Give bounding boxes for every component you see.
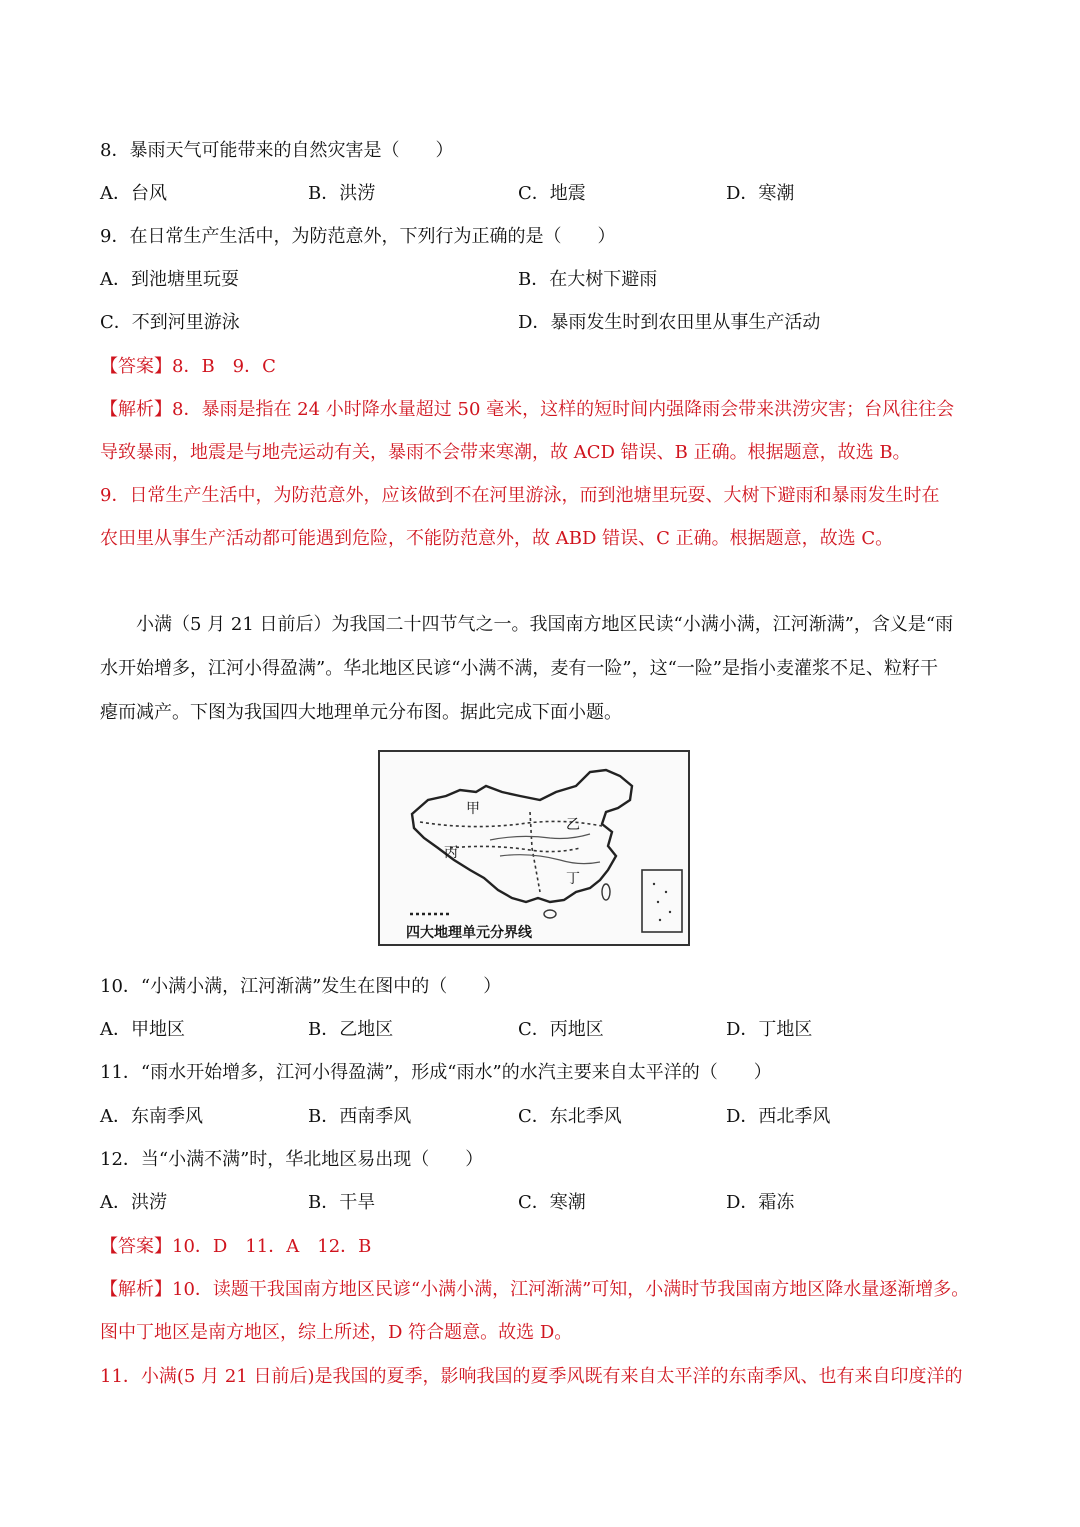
passage-line: 小满（5 月 21 日前后）为我国二十四节气之一。我国南方地区民读“小满小满，江河渐满”，含义是“雨 bbox=[136, 614, 954, 635]
q9-option-d: D．暴雨发生时到农田里从事生产活动 bbox=[518, 312, 821, 333]
map-label-yi: 乙 bbox=[566, 817, 580, 833]
q10-option-b: B．乙地区 bbox=[308, 1019, 394, 1040]
analysis-line: 11．小满(5 月 21 日前后)是我国的夏季，影响我国的夏季风既有来自太平洋的东南季风、也有来自印度洋的 bbox=[100, 1366, 963, 1387]
q10-option-c: C．丙地区 bbox=[518, 1019, 604, 1040]
q9-option-c: C．不到河里游泳 bbox=[100, 312, 240, 333]
q9-option-a: A．到池塘里玩耍 bbox=[100, 269, 239, 290]
answer-10-12: 【答案】10．D 11．A 12．B bbox=[100, 1236, 372, 1257]
q11-option-c: C．东北季风 bbox=[518, 1106, 622, 1127]
q11-option-b: B．西南季风 bbox=[308, 1106, 412, 1127]
q9-option-b: B．在大树下避雨 bbox=[518, 269, 658, 290]
q12-option-c: C．寒潮 bbox=[518, 1192, 586, 1213]
q8-stem: 8．暴雨天气可能带来的自然灾害是（ ） bbox=[100, 140, 454, 161]
q8-option-d: D．寒潮 bbox=[726, 183, 795, 204]
analysis-line: 导致暴雨，地震是与地壳运动有关，暴雨不会带来寒潮，故 ACD 错误、B 正确。根据题意，故选 B。 bbox=[100, 442, 911, 463]
analysis-line: 9．日常生产生活中，为防范意外，应该做到不在河里游泳，而到池塘里玩耍、大树下避雨和暴雨发生时在 bbox=[100, 485, 940, 506]
analysis-line: 农田里从事生产活动都可能遇到危险，不能防范意外，故 ABD 错误、C 正确。根据题意，故选 C。 bbox=[100, 528, 894, 549]
answer-8-9: 【答案】8．B 9．C bbox=[100, 356, 276, 377]
q8-option-a: A．台风 bbox=[100, 183, 167, 204]
q10-stem: 10．“小满小满，江河渐满”发生在图中的（ ） bbox=[100, 976, 502, 997]
china-geographic-units-map bbox=[378, 750, 690, 946]
passage-line: 水开始增多，江河小得盈满”。华北地区民谚“小满不满，麦有一险”，这“一险”是指小麦灌浆不足、粒籽干 bbox=[100, 658, 939, 679]
q10-option-d: D．丁地区 bbox=[726, 1019, 813, 1040]
analysis-line: 【解析】8．暴雨是指在 24 小时降水量超过 50 毫米，这样的短时间内强降雨会带来洪涝灾害；台风往往会 bbox=[100, 399, 955, 420]
map-label-jia: 甲 bbox=[466, 801, 480, 817]
china-map-outline bbox=[380, 752, 688, 944]
q11-option-d: D．西北季风 bbox=[726, 1106, 831, 1127]
analysis-line: 【解析】10．读题干我国南方地区民谚“小满小满，江河渐满”可知，小满时节我国南方地区降水量逐渐增多。 bbox=[100, 1279, 970, 1300]
q9-stem: 9．在日常生产生活中，为防范意外，下列行为正确的是（ ） bbox=[100, 226, 616, 247]
passage-line: 瘪而减产。下图为我国四大地理单元分布图。据此完成下面小题。 bbox=[100, 702, 622, 723]
q12-option-a: A．洪涝 bbox=[100, 1192, 167, 1213]
q11-stem: 11．“雨水开始增多，江河小得盈满”，形成“雨水”的水汽主要来自太平洋的（ ） bbox=[100, 1062, 772, 1083]
q11-option-a: A．东南季风 bbox=[100, 1106, 203, 1127]
map-label-ding: 丁 bbox=[566, 871, 580, 887]
map-legend: 四大地理单元分界线 bbox=[406, 925, 532, 941]
map-label-bing: 丙 bbox=[444, 845, 458, 861]
analysis-line: 图中丁地区是南方地区，综上所述，D 符合题意。故选 D。 bbox=[100, 1322, 573, 1343]
q12-stem: 12．当“小满不满”时，华北地区易出现（ ） bbox=[100, 1149, 484, 1170]
q10-option-a: A．甲地区 bbox=[100, 1019, 185, 1040]
q8-option-b: B．洪涝 bbox=[308, 183, 376, 204]
q12-option-d: D．霜冻 bbox=[726, 1192, 795, 1213]
q8-option-c: C．地震 bbox=[518, 183, 586, 204]
q12-option-b: B．干旱 bbox=[308, 1192, 376, 1213]
